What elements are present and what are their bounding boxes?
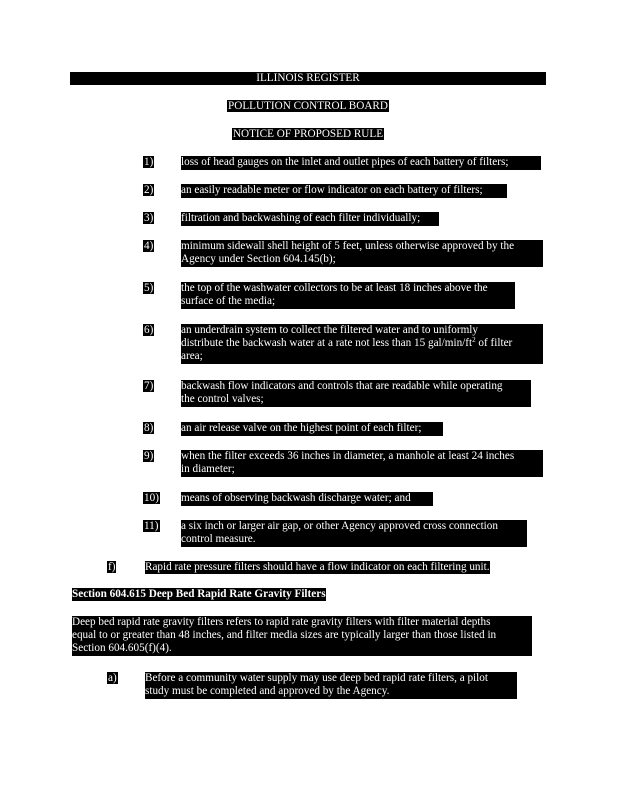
list-item-text: minimum sidewall shell height of 5 feet, unless otherwise approved by the Agency under Section 604.145(b); [181, 240, 543, 267]
subsection-a-label: a) [108, 672, 117, 684]
list-item-number: 7) [144, 380, 154, 392]
section-heading: Section 604.615 Deep Bed Rapid Rate Gravity Filters [72, 588, 326, 600]
list-item-number: 2) [144, 184, 154, 196]
list-item-number: 1) [144, 156, 154, 168]
list-item-number: 8) [144, 422, 154, 434]
list-item-text: backwash flow indicators and controls that are readable while operating the control valves; [181, 380, 531, 407]
list-item-number: 11) [144, 520, 159, 532]
notice-title: NOTICE OF PROPOSED RULE [232, 128, 384, 140]
list-item-number: 3) [144, 212, 154, 224]
list-item-number: 6) [144, 324, 154, 336]
paragraph-line-2: equal to or greater than 48 inches, and filter media sizes are typically larger than those listed in [72, 629, 497, 641]
subsection-a-text: Before a community water supply may use deep bed rapid rate filters, a pilot study must be completed and approved by the Agency. [145, 672, 517, 699]
list-item-number: 10) [144, 492, 159, 504]
list-item-text: the top of the washwater collectors to be at least 18 inches above the surface of the media; [181, 282, 515, 309]
paragraph-line-3: Section 604.605(f)(4). [72, 642, 172, 654]
subsection-f-label: f) [108, 561, 116, 573]
board-title: POLLUTION CONTROL BOARD [228, 100, 388, 112]
list-item-number: 4) [144, 240, 154, 252]
list-item-text: means of observing backwash discharge water; and [181, 492, 433, 506]
list-item-number: 9) [144, 450, 154, 462]
list-item-text: when the filter exceeds 36 inches in diameter, a manhole at least 24 inches in diameter; [181, 450, 543, 477]
list-item-text: a six inch or larger air gap, or other Agency approved cross connection control measure. [181, 520, 527, 547]
section-paragraph [72, 616, 532, 656]
paragraph-line-1: Deep bed rapid rate gravity filters refers to rapid rate gravity filters with filter material depths [72, 616, 491, 628]
list-item-text: filtration and backwashing of each filter individually; [181, 212, 439, 226]
list-item-text: an easily readable meter or flow indicator on each battery of filters; [181, 184, 507, 198]
register-title: ILLINOIS REGISTER [256, 72, 360, 84]
subsection-f-text: Rapid rate pressure filters should have a flow indicator on each filtering unit. [145, 561, 490, 573]
list-item-text: loss of head gauges on the inlet and outlet pipes of each battery of filters; [181, 156, 541, 170]
list-item-number: 5) [144, 282, 154, 294]
list-item-text: an underdrain system to collect the filtered water and to uniformly distribute the backwash water at a rate not less than 15 gal/$\min/ft^2$ of filter area; [181, 324, 543, 364]
list-item-text: an air release valve on the highest point of each filter; [181, 422, 443, 436]
